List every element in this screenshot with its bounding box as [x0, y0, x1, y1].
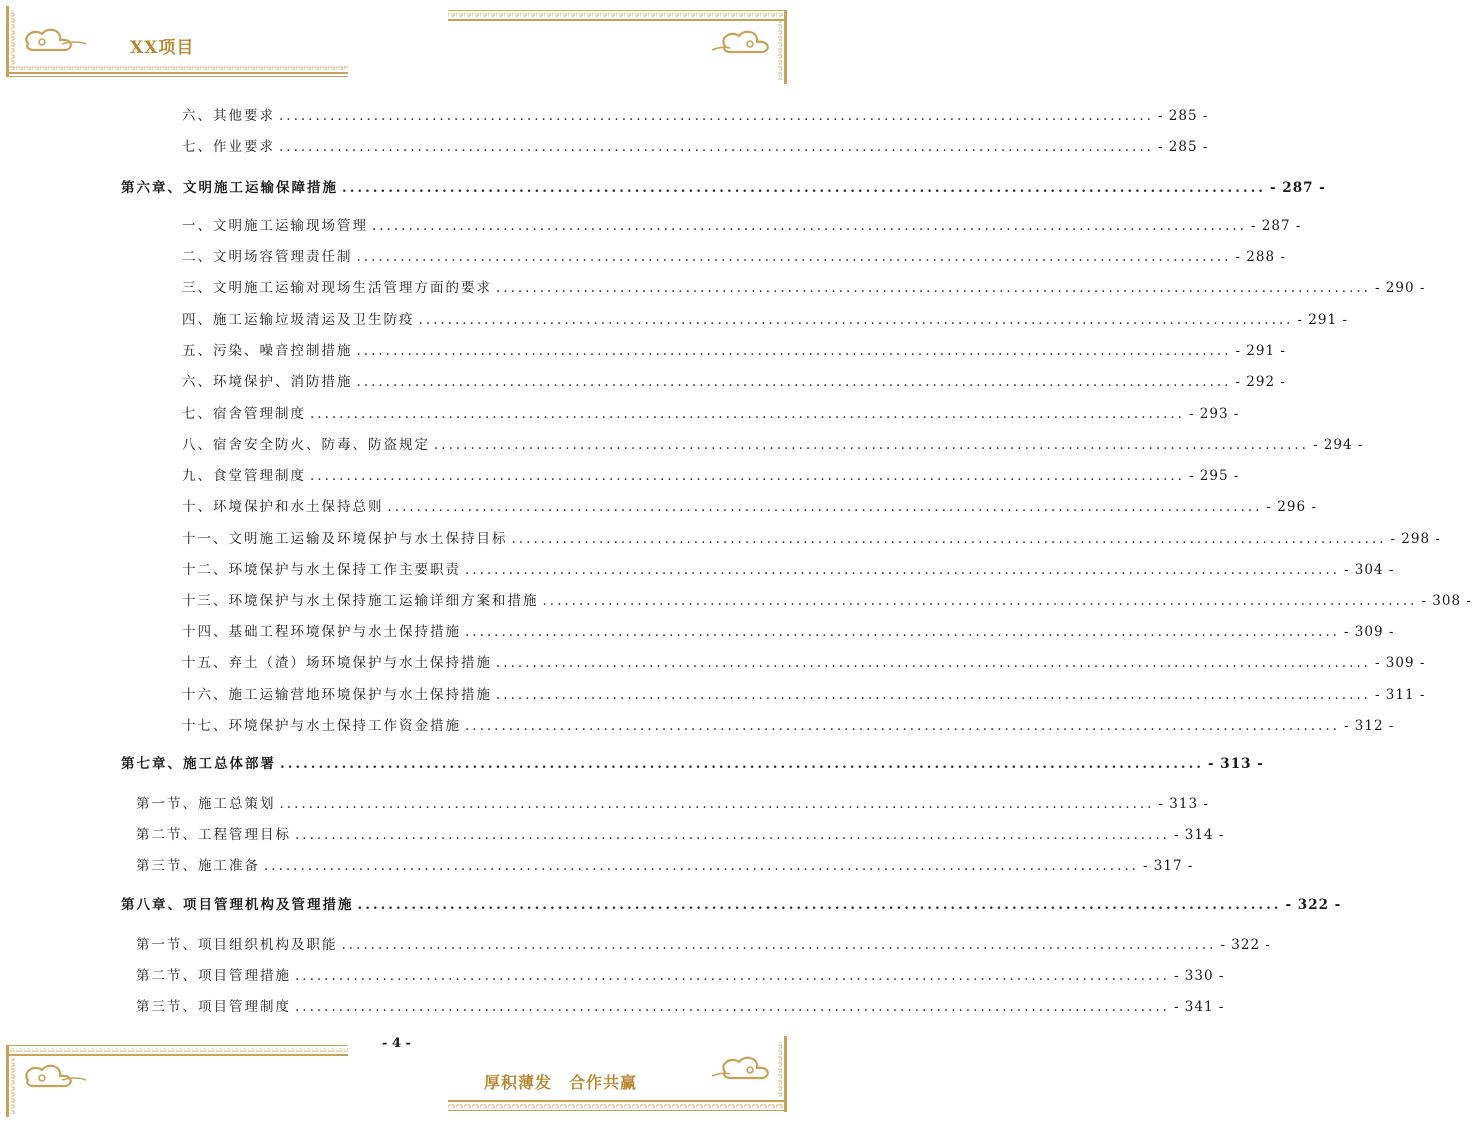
toc-entry-label: 十六、施工运输营地环境保护与水土保持措施 — [182, 687, 492, 703]
toc-item-entry[interactable] — [182, 135, 1209, 155]
toc-item-entry[interactable] — [182, 245, 1286, 265]
toc-dot-leader: ........................................................................................................................ — [372, 218, 1247, 234]
top-right-cloud-icon — [712, 32, 768, 52]
toc-item-entry[interactable] — [182, 683, 1426, 703]
bottom-right-cloud-icon — [712, 1058, 768, 1078]
toc-dot-leader: ........................................................................................................................ — [356, 249, 1232, 265]
toc-entry-page: - 330 - — [1173, 968, 1225, 984]
toc-dot-leader: ........................................................................................................................ — [310, 406, 1185, 422]
toc-section-entry[interactable] — [136, 964, 1225, 984]
toc-chapter-entry[interactable] — [121, 752, 1264, 772]
toc-item-entry[interactable] — [182, 558, 1395, 578]
toc-entry-label: 第六章、文明施工运输保障措施 — [121, 180, 338, 196]
toc-entry-label: 十七、环境保护与水土保持工作资金措施 — [182, 718, 461, 734]
toc-entry-label: 第七章、施工总体部署 — [121, 756, 276, 772]
toc-dot-leader: ........................................................................................................................ — [295, 827, 1170, 843]
toc-item-entry[interactable] — [182, 495, 1317, 515]
toc-dot-leader: ........................................................................................................................ — [496, 687, 1371, 703]
toc-item-entry[interactable] — [182, 527, 1441, 547]
toc-entry-page: - 291 - — [1235, 343, 1286, 359]
toc-entry-page: - 288 - — [1235, 249, 1286, 265]
toc-entry-label: 第三节、项目管理制度 — [136, 999, 291, 1015]
toc-entry-label: 八、宿舍安全防火、防毒、防盗规定 — [182, 437, 430, 453]
toc-entry-page: - 313 - — [1158, 796, 1209, 812]
toc-dot-leader: ........................................................................................................................ — [310, 468, 1185, 484]
toc-chapter-entry[interactable] — [121, 176, 1326, 196]
toc-entry-page: - 317 - — [1142, 858, 1194, 874]
toc-entry-label: 二、文明场容管理责任制 — [182, 249, 353, 265]
toc-entry-label: 第八章、项目管理机构及管理措施 — [121, 897, 354, 913]
toc-entry-page: - 285 - — [1157, 108, 1209, 124]
toc-item-entry[interactable] — [182, 651, 1426, 671]
toc-item-entry[interactable] — [182, 339, 1286, 359]
toc-entry-label: 一、文明施工运输现场管理 — [182, 218, 368, 234]
toc-dot-leader: ........................................................................................................................ — [279, 796, 1155, 812]
toc-item-entry[interactable] — [182, 104, 1209, 124]
toc-entry-label: 三、文明施工运输对现场生活管理方面的要求 — [182, 280, 492, 296]
bottom-left-cloud-icon — [26, 1066, 86, 1086]
toc-entry-page: - 308 - — [1421, 593, 1472, 609]
toc-dot-leader: ........................................................................................................................ — [280, 756, 1204, 772]
toc-entry-label: 七、作业要求 — [182, 139, 275, 155]
toc-entry-label: 十一、文明施工运输及环境保护与水土保持目标 — [182, 531, 508, 547]
toc-dot-leader: ........................................................................................................................ — [511, 531, 1387, 547]
toc-entry-page: - 285 - — [1157, 139, 1209, 155]
toc-entry-label: 第一节、项目组织机构及职能 — [136, 937, 338, 953]
toc-entry-label: 四、施工运输垃圾清运及卫生防疫 — [182, 312, 415, 328]
toc-entry-label: 第二节、项目管理措施 — [136, 968, 291, 984]
toc-entry-label: 五、污染、噪音控制措施 — [182, 343, 353, 359]
toc-item-entry[interactable] — [182, 589, 1472, 609]
toc-entry-page: - 298 - — [1390, 531, 1441, 547]
toc-entry-label: 第一节、施工总策划 — [136, 796, 276, 812]
toc-dot-leader: ........................................................................................................................ — [387, 499, 1263, 515]
toc-dot-leader: ........................................................................................................................ — [295, 968, 1170, 984]
toc-entry-page: - 304 - — [1343, 562, 1395, 578]
toc-entry-label: 七、宿舍管理制度 — [182, 406, 306, 422]
footer-slogan: 厚积薄发 合作共赢 — [484, 1073, 638, 1092]
toc-entry-page: - 314 - — [1173, 827, 1225, 843]
toc-entry-label: 第三节、施工准备 — [136, 858, 260, 874]
toc-dot-leader: ........................................................................................................................ — [465, 624, 1340, 640]
toc-entry-page: - 322 - — [1285, 897, 1342, 913]
toc-dot-leader: ........................................................................................................................ — [356, 343, 1232, 359]
toc-entry-label: 十、环境保护和水土保持总则 — [182, 499, 384, 515]
toc-dot-leader: ........................................................................................................................ — [295, 999, 1170, 1015]
toc-item-entry[interactable] — [182, 370, 1286, 390]
toc-entry-page: - 341 - — [1173, 999, 1225, 1015]
toc-entry-page: - 292 - — [1235, 374, 1286, 390]
toc-entry-page: - 312 - — [1343, 718, 1395, 734]
toc-entry-label: 第二节、工程管理目标 — [136, 827, 291, 843]
toc-section-entry[interactable] — [136, 823, 1225, 843]
toc-dot-leader: ........................................................................................................................ — [496, 655, 1371, 671]
toc-dot-leader: ........................................................................................................................ — [341, 937, 1217, 953]
toc-entry-page: - 309 - — [1343, 624, 1395, 640]
top-left-cloud-icon — [26, 30, 86, 50]
toc-dot-leader: ........................................................................................................................ — [465, 718, 1340, 734]
toc-entry-label: 九、食堂管理制度 — [182, 468, 306, 484]
toc-entry-page: - 287 - — [1250, 218, 1302, 234]
toc-dot-leader: ........................................................................................................................ — [279, 139, 1154, 155]
toc-entry-page: - 309 - — [1374, 655, 1426, 671]
toc-dot-leader: ........................................................................................................................ — [357, 897, 1282, 913]
top-right-ornament — [448, 10, 787, 84]
toc-entry-page: - 296 - — [1266, 499, 1317, 515]
toc-item-entry[interactable] — [182, 308, 1348, 328]
toc-item-entry[interactable] — [182, 214, 1302, 234]
toc-entry-page: - 313 - — [1208, 756, 1264, 772]
toc-item-entry[interactable] — [182, 433, 1364, 453]
toc-dot-leader: ........................................................................................................................ — [264, 858, 1139, 874]
toc-dot-leader: ........................................................................................................................ — [356, 374, 1232, 390]
toc-dot-leader: ........................................................................................................................ — [496, 280, 1371, 296]
toc-entry-label: 十四、基础工程环境保护与水土保持措施 — [182, 624, 461, 640]
bottom-left-ornament — [6, 1045, 348, 1117]
toc-entry-label: 六、其他要求 — [182, 108, 275, 124]
toc-item-entry[interactable] — [182, 714, 1395, 734]
toc-item-entry[interactable] — [182, 402, 1240, 422]
toc-dot-leader: ........................................................................................................................ — [342, 180, 1266, 196]
toc-dot-leader: ........................................................................................................................ — [279, 108, 1154, 124]
toc-dot-leader: ........................................................................................................................ — [542, 593, 1418, 609]
toc-dot-leader: ........................................................................................................................ — [434, 437, 1309, 453]
toc-entry-label: 十五、弃土（渣）场环境保护与水土保持措施 — [182, 655, 492, 671]
page-number: - 4 - — [382, 1036, 411, 1051]
toc-dot-leader: ........................................................................................................................ — [465, 562, 1340, 578]
toc-entry-page: - 311 - — [1374, 687, 1426, 703]
toc-entry-label: 十三、环境保护与水土保持施工运输详细方案和措施 — [182, 593, 539, 609]
toc-item-entry[interactable] — [182, 276, 1426, 296]
header-project-title: XX项目 — [130, 38, 195, 58]
toc-entry-page: - 287 - — [1270, 180, 1326, 196]
toc-section-entry[interactable] — [136, 933, 1271, 953]
toc-entry-label: 六、环境保护、消防措施 — [182, 374, 353, 390]
toc-entry-page: - 294 - — [1312, 437, 1364, 453]
toc-entry-page: - 291 - — [1297, 312, 1348, 328]
toc-dot-leader: ........................................................................................................................ — [418, 312, 1294, 328]
toc-section-entry[interactable] — [136, 792, 1209, 812]
toc-entry-page: - 295 - — [1188, 468, 1240, 484]
toc-item-entry[interactable] — [182, 620, 1395, 640]
toc-entry-page: - 290 - — [1374, 280, 1426, 296]
toc-entry-label: 十二、环境保护与水土保持工作主要职责 — [182, 562, 461, 578]
toc-entry-page: - 322 - — [1220, 937, 1271, 953]
toc-entry-page: - 293 - — [1188, 406, 1240, 422]
toc-section-entry[interactable] — [136, 854, 1194, 874]
toc-chapter-entry[interactable] — [121, 893, 1342, 913]
toc-section-entry[interactable] — [136, 995, 1225, 1015]
toc-item-entry[interactable] — [182, 464, 1240, 484]
